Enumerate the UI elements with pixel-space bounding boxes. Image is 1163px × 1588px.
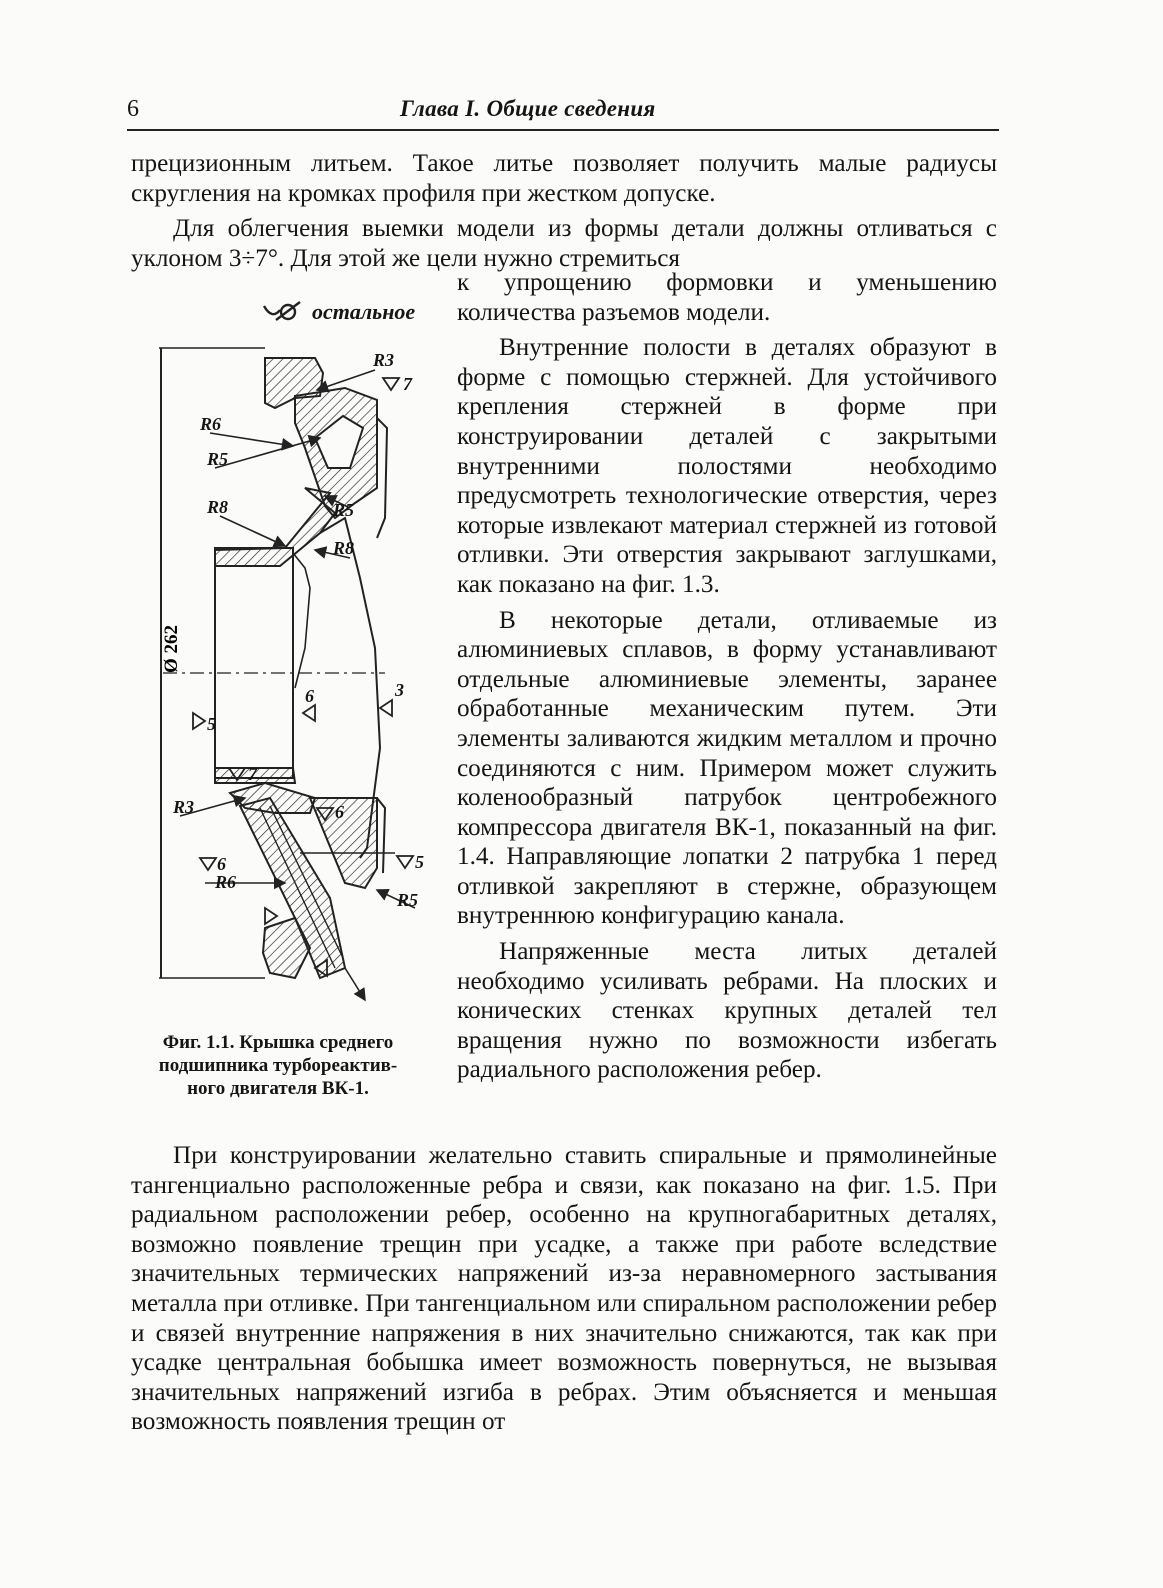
roughness-note: [262, 299, 415, 328]
caption-line: Фиг. 1.1. Крышка среднего: [162, 1032, 394, 1053]
header-rule: [127, 129, 999, 131]
roughness-value: 5: [207, 714, 216, 734]
hub-body: [163, 548, 385, 783]
radius-label: R5: [207, 449, 229, 469]
top-text-block: [131, 149, 997, 273]
roughness-note-label: остальное: [312, 299, 416, 324]
paragraph: Внутренние полости в деталях образуют в форме с помощью стержней. Для устойчивого крепления стержней в форме при конструировании деталей с закрытыми внутренними полостями необходимо предусмотреть технологические отверстия, через которые извлекают материал стержней из готовой отливки. Эти отверстия закрывают заглушками, как показано на фиг. 1.3.: [457, 334, 997, 598]
paragraph: прецизионным литьем. Такое литье позволяет получить малые радиусы скругления на кромках профиля при жестком допуске.: [131, 150, 997, 207]
paragraph: к упрощению формовки и уменьшению количества разъемов модели.: [457, 269, 997, 326]
paragraph: Для облегчения выемки модели из формы детали должны отливаться с уклоном 3÷7°. Для этой же цели нужно стремиться: [131, 215, 997, 272]
roughness-value: 6: [335, 802, 344, 822]
flange-bottom: [230, 783, 395, 978]
radius-label: R6: [215, 872, 237, 892]
roughness-value: 5: [415, 852, 424, 872]
paragraph: В некоторые детали, отливаемые из алюминиевых сплавов, в форму устанавливают отдельные алюминиевые элементы, заранее обработанные механическим путем. Эти элементы заливаются жидким металлом и прочно соединяются с ним. Примером может служить коленообразный патрубок центробежного компрессора двигателя ВК-1, показанный на фиг. 1.4. Направляющие лопатки 2 патрубка 1 перед отливкой закрепляют в стержне, образующем внутреннюю конфигурацию канала.: [457, 606, 997, 930]
radius-label: R5: [397, 890, 419, 910]
radius-label: R6: [200, 414, 222, 434]
radius-label: R3: [373, 350, 395, 370]
side-text-block: [457, 268, 997, 1085]
paragraph: Напряженные места литых деталей необходимо усиливать ребрами. На плоских и конических стенках крупных деталей тел вращения нужно по возможности избегать радиального расположения ребер.: [457, 938, 997, 1084]
radius-label: R8: [207, 497, 229, 517]
caption-line: ного двигателя ВК-1.: [187, 1078, 369, 1099]
diameter-label: Ø 262: [161, 624, 182, 673]
roughness-any-icon: [262, 300, 306, 328]
page-number: 6: [127, 96, 139, 122]
radius-label: R5: [333, 500, 355, 520]
bottom-text-block: [131, 1141, 997, 1437]
roughness-value: 7: [403, 374, 412, 394]
roughness-value: 7: [248, 764, 257, 784]
radius-label: R3: [173, 797, 195, 817]
roughness-value: 3: [395, 680, 404, 700]
figure-caption: [128, 1031, 428, 1100]
roughness-value: 6: [217, 854, 226, 874]
running-head: Глава I. Общие сведения: [400, 96, 656, 121]
roughness-value: 6: [305, 686, 314, 706]
bearing-cover-drawing: [145, 328, 445, 1018]
radius-label: R8: [333, 538, 355, 558]
paragraph: При конструировании желательно ставить спиральные и прямолинейные тангенциально расположенные ребра и связи, как показано на фиг. 1.5. При радиальном расположении ребер, особенно на крупногабаритных деталях, возможно появление трещин при усадке, а также при работе вследствие значительных термических напряжений из-за неравномерного застывания металла при отливке. При тангенциальном или спиральном расположении ребер и связей внутренние напряжения в них значительно снижаются, так как при усадке центральная бобышка имеет возможность повернуться, не вызывая значительных напряжений изгиба в ребрах. Этим объясняется и меньшая возможность появления трещин от: [131, 1142, 997, 1436]
caption-line: подшипника турбореактив-: [158, 1055, 398, 1076]
